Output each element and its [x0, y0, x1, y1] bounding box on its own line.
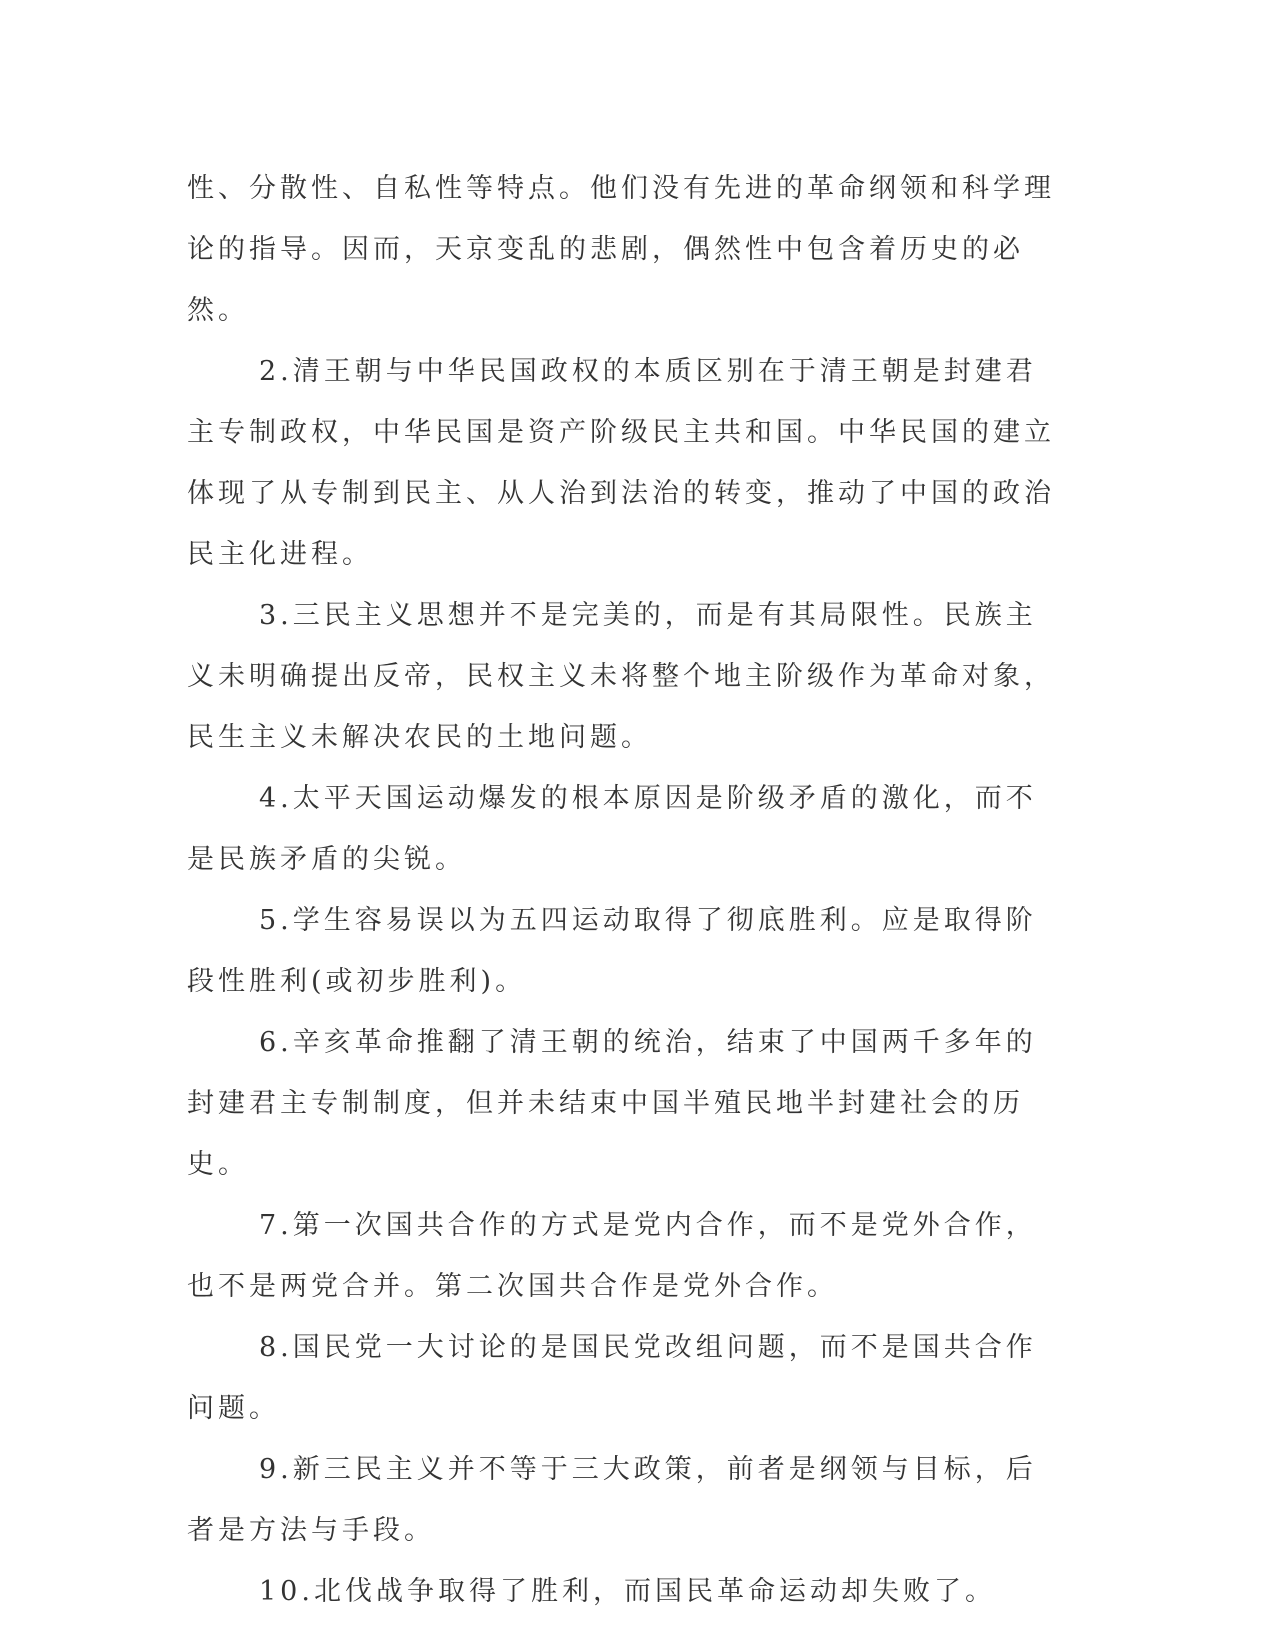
paragraph-item-6: 6.辛亥革命推翻了清王朝的统治，结束了中国两千多年的封建君主专制制度，但并未结束中国半殖民地半封建社会的历史。	[187, 1027, 1037, 1180]
paragraph-item-2: 2.清王朝与中华民国政权的本质区别在于清王朝是封建君主专制政权，中华民国是资产阶级民主共和国。中华民国的建立体现了从专制到民主、从人治到法治的转变，推动了中国的政治民主化进程。	[187, 356, 1055, 570]
paragraph-item-7: 7.第一次国共合作的方式是党内合作，而不是党外合作，也不是两党合并。第二次国共合作是党外合作。	[187, 1210, 1037, 1302]
paragraph-item-8: 8.国民党一大讨论的是国民党改组问题，而不是国共合作问题。	[187, 1332, 1037, 1424]
paragraph-item-4: 4.太平天国运动爆发的根本原因是阶级矛盾的激化，而不是民族矛盾的尖锐。	[187, 783, 1037, 875]
paragraph-item-3: 3.三民主义思想并不是完美的，而是有其局限性。民族主义未明确提出反帝，民权主义未将整个地主阶级作为革命对象，民生主义未解决农民的土地问题。	[187, 600, 1055, 753]
paragraph-item-5: 5.学生容易误以为五四运动取得了彻底胜利。应是取得阶段性胜利(或初步胜利)。	[187, 905, 1037, 997]
paragraph-continuation: 性、分散性、自私性等特点。他们没有先进的革命纲领和科学理论的指导。因而，天京变乱的悲剧，偶然性中包含着历史的必然。	[187, 173, 1055, 326]
document-body	[187, 158, 1067, 1622]
paragraph-item-9: 9.新三民主义并不等于三大政策，前者是纲领与目标，后者是方法与手段。	[187, 1454, 1037, 1546]
paragraph-item-10: 10.北伐战争取得了胜利，而国民革命运动却失败了。	[259, 1576, 996, 1607]
